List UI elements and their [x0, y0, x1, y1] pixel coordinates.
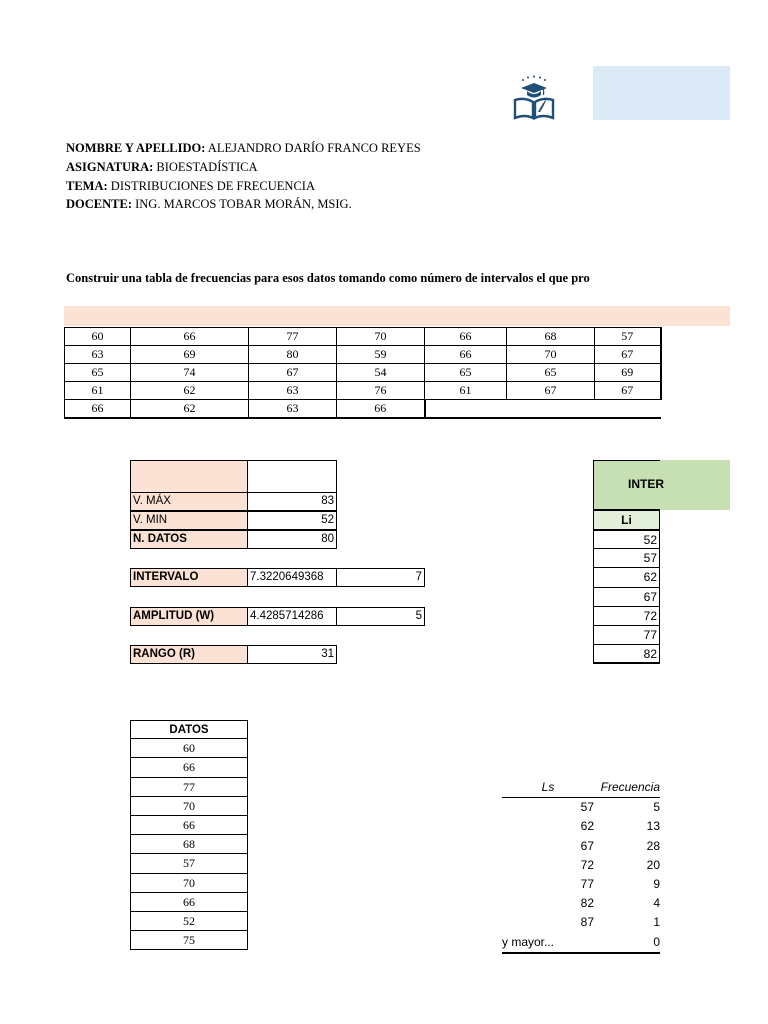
task-instruction: Construir una tabla de frecuencias para esos datos tomando como número de intervalos el que pro: [66, 271, 590, 285]
ls-value: 57: [580, 800, 594, 815]
frequency-value: 1: [653, 915, 660, 930]
intervalo-label: INTERVALO: [130, 568, 248, 587]
raw-data-cell: 61: [425, 382, 507, 400]
raw-data-cell: 69: [131, 346, 249, 364]
raw-data-cell: 66: [337, 400, 425, 419]
ls-value: 67: [580, 838, 594, 853]
li-value: 67: [593, 588, 660, 607]
header-blue-cell: [593, 66, 730, 120]
y-mayor-label: y mayor...: [502, 934, 555, 949]
vmax-label: V. MÁX: [130, 492, 248, 511]
ls-value: 77: [580, 876, 594, 891]
raw-data-cell: 61: [65, 382, 131, 400]
raw-data-cell: 57: [595, 328, 661, 346]
ls-value: 87: [580, 915, 594, 930]
li-header: Li: [593, 510, 660, 530]
datos-column: [130, 720, 248, 950]
raw-data-empty-cell: [507, 400, 595, 419]
frequency-value: 28: [646, 838, 660, 853]
frequency-row: [502, 817, 660, 836]
frequency-value: 4: [653, 896, 660, 911]
datos-value: 68: [130, 835, 248, 854]
datos-value: 66: [130, 758, 248, 777]
interval-header-label: INTER: [628, 477, 664, 491]
amplitud-rounded: 5: [336, 607, 425, 626]
frequency-header-row: [502, 778, 660, 798]
raw-data-cell: 63: [249, 400, 337, 419]
raw-data-empty-cell: [425, 400, 507, 419]
raw-data-cell: 67: [249, 364, 337, 382]
raw-data-cell: 62: [131, 382, 249, 400]
raw-data-cell: 65: [507, 364, 595, 382]
frequency-row: [502, 856, 660, 875]
datos-value: 52: [130, 912, 248, 931]
amplitud-label: AMPLITUD (W): [130, 607, 248, 626]
university-logo-icon: [511, 74, 557, 122]
subject-line: [66, 160, 258, 175]
raw-data-empty-cell: [595, 400, 661, 419]
li-value: 82: [593, 645, 660, 664]
topic-value: DISTRIBUCIONES DE FRECUENCIA: [107, 179, 315, 193]
intervalo-rounded: 7: [336, 568, 425, 587]
frequency-value: 5: [653, 800, 660, 815]
li-value: 52: [593, 530, 660, 549]
raw-data-cell: 67: [595, 346, 661, 364]
raw-data-cell: 60: [65, 328, 131, 346]
raw-data-cell: 66: [131, 328, 249, 346]
subject-label: ASIGNATURA:: [66, 160, 154, 174]
ls-value: 82: [580, 896, 594, 911]
raw-data-cell: 65: [65, 364, 131, 382]
datos-value: 60: [130, 739, 248, 758]
datos-value: 77: [130, 778, 248, 797]
li-value: 57: [593, 549, 660, 568]
frequency-row: [502, 837, 660, 856]
y-mayor-value: 0: [653, 934, 660, 949]
topic-label: TEMA:: [66, 179, 108, 193]
raw-data-cell: 66: [425, 346, 507, 364]
frequency-value: 20: [646, 857, 660, 872]
intervalo-value: 7.3220649368: [247, 568, 337, 587]
li-column: [593, 530, 660, 664]
student-name-line: [66, 141, 421, 156]
raw-data-cell: 70: [507, 346, 595, 364]
ls-value: 62: [580, 819, 594, 834]
frequency-value: 13: [646, 819, 660, 834]
raw-data-row: [65, 328, 661, 346]
teacher-value: ING. MARCOS TOBAR MORÁN, MSIG.: [131, 197, 352, 211]
datos-header: DATOS: [130, 720, 248, 739]
raw-data-cell: 65: [425, 364, 507, 382]
teacher-line: [66, 197, 352, 212]
raw-data-cell: 67: [595, 382, 661, 400]
raw-data-cell: 63: [65, 346, 131, 364]
frequency-row-y-mayor: [502, 933, 660, 954]
raw-data-cell: 63: [249, 382, 337, 400]
student-name-label: NOMBRE Y APELLIDO:: [66, 141, 206, 155]
stats-header-peach: [130, 460, 248, 493]
rango-label: RANGO (R): [130, 645, 248, 664]
topic-line: [66, 179, 315, 194]
datos-value: 66: [130, 893, 248, 912]
frequency-row: [502, 798, 660, 817]
raw-data-row: [65, 400, 661, 419]
raw-data-row: [65, 364, 661, 382]
ls-value: 72: [580, 857, 594, 872]
raw-data-row: [65, 346, 661, 364]
datos-value: 70: [130, 874, 248, 893]
vmax-value: 83: [247, 492, 337, 511]
li-value: 62: [593, 568, 660, 587]
ls-header: Ls: [541, 780, 555, 794]
raw-data-cell: 59: [337, 346, 425, 364]
raw-data-cell: 69: [595, 364, 661, 382]
raw-data-cell: 70: [337, 328, 425, 346]
frequency-table: [502, 778, 660, 954]
raw-data-cell: 62: [131, 400, 249, 419]
vmin-value: 52: [247, 511, 337, 530]
raw-data-cell: 77: [249, 328, 337, 346]
raw-data-cell: 74: [131, 364, 249, 382]
ndatos-value: 80: [247, 530, 337, 549]
raw-data-row: [65, 382, 661, 400]
frequency-value: 9: [653, 876, 660, 891]
raw-data-cell: 66: [65, 400, 131, 419]
ndatos-label: N. DATOS: [130, 530, 248, 549]
rango-value: 31: [247, 645, 337, 664]
raw-data-cell: 66: [425, 328, 507, 346]
raw-data-cell: 76: [337, 382, 425, 400]
datos-value: 75: [130, 931, 248, 950]
frecuencia-header: Frecuencia: [600, 780, 660, 794]
datos-value: 57: [130, 854, 248, 873]
raw-data-grid: [64, 327, 662, 419]
frequency-row: [502, 913, 660, 932]
student-name-value: ALEJANDRO DARÍO FRANCO REYES: [205, 141, 421, 155]
frequency-row: [502, 875, 660, 894]
raw-data-cell: 68: [507, 328, 595, 346]
teacher-label: DOCENTE:: [66, 197, 132, 211]
subject-value: BIOESTADÍSTICA: [153, 160, 258, 174]
datos-value: 70: [130, 797, 248, 816]
raw-data-cell: 67: [507, 382, 595, 400]
stats-header-blank: [247, 460, 337, 493]
li-value: 77: [593, 626, 660, 645]
peach-band: [64, 306, 730, 326]
amplitud-value: 4.4285714286: [247, 607, 337, 626]
frequency-row: [502, 894, 660, 913]
datos-value: 66: [130, 816, 248, 835]
raw-data-cell: 80: [249, 346, 337, 364]
raw-data-cell: 54: [337, 364, 425, 382]
vmin-label: V. MIN: [130, 511, 248, 530]
li-value: 72: [593, 607, 660, 626]
